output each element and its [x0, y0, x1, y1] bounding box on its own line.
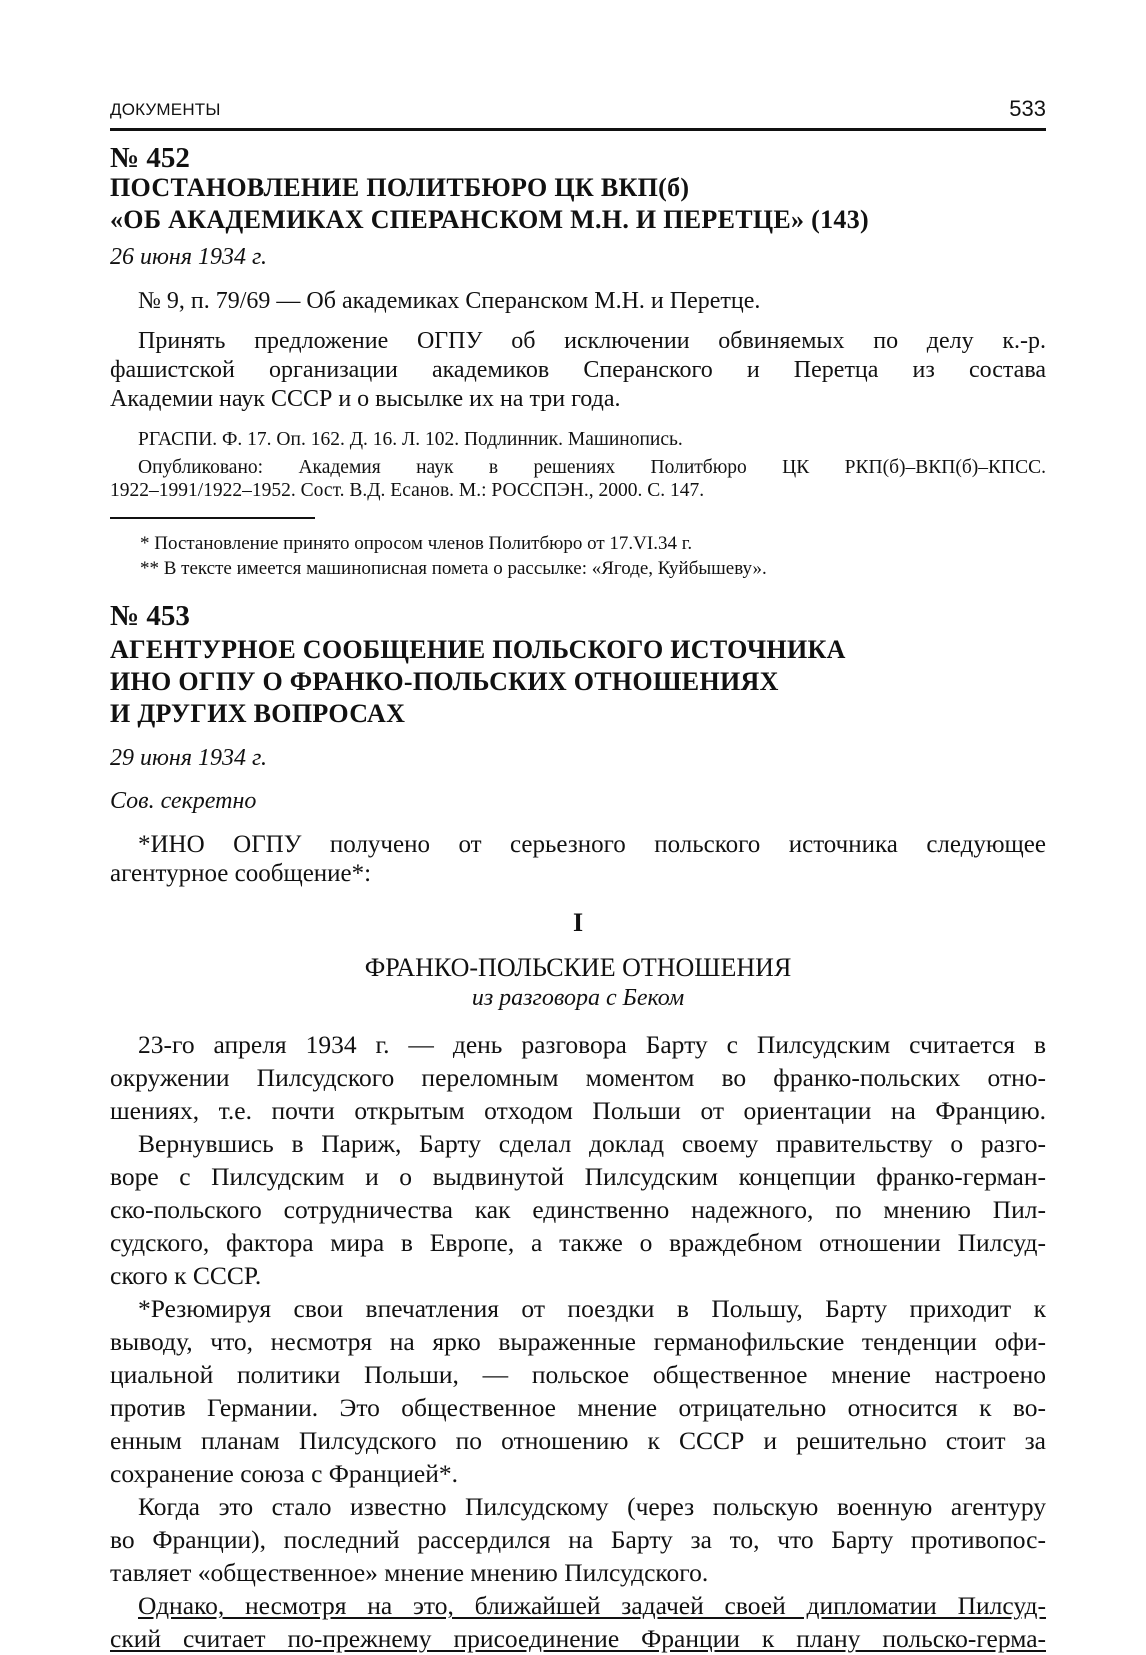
doc-452-title	[110, 172, 1046, 236]
text-line: против Германии. Это общественное мнение отрицательно относится к во-	[110, 1393, 1046, 1422]
doc-452-item: № 9, п. 79/69 — Об академиках Сперанском М.Н. и Перетце.	[138, 288, 761, 314]
text-line: циальной политики Польши, — польское общественное мнение настроено	[110, 1360, 1046, 1389]
page-number: 533	[1009, 96, 1046, 121]
classification-mark: Сов. секретно	[110, 788, 257, 814]
title-line: И ДРУГИХ ВОПРОСАХ	[110, 699, 406, 728]
text-line: Принять предложение ОГПУ об исключении обвиняемых по делу к.-р.	[138, 328, 1046, 354]
text-line: шениях, т.е. почти открытым отходом Польши от ориентации на Францию.	[110, 1096, 1046, 1125]
text-line: судского, фактора мира в Европе, а также о враждебном отношении Пилсуд-	[110, 1228, 1046, 1257]
doc-452-footnotes	[110, 531, 1076, 581]
text-line: ский считает по-прежнему присоединение Франции к плану польско-герма-	[110, 1624, 1046, 1653]
doc-453-date: 29 июня 1934 г.	[110, 745, 268, 771]
doc-452-source: РГАСПИ. Ф. 17. Оп. 162. Д. 16. Л. 102. Подлинник. Машинопись.	[138, 429, 683, 450]
running-header	[110, 96, 1046, 126]
header-rule	[110, 128, 1046, 131]
doc-452-published	[110, 456, 1046, 502]
text-line: Опубликовано: Академия наук в решениях Политбюро ЦК РКП(б)–ВКП(б)–КПСС.	[138, 457, 1046, 478]
underlined-paragraph	[110, 1589, 1046, 1655]
doc-453-intro	[110, 830, 1046, 888]
section-title: ДОКУМЕНТЫ	[110, 100, 221, 119]
text-line: *Резюмируя свои впечатления от поездки в Польшу, Барту приходит к	[138, 1294, 1046, 1323]
text-line: 23-го апреля 1934 г. — день разговора Барту с Пилсудским считается в	[138, 1030, 1046, 1059]
text-line: ско-польского сотрудничества как единственно надежного, по мнению Пил-	[110, 1195, 1046, 1224]
doc-452-number: № 452	[110, 142, 190, 174]
doc-453-title	[110, 634, 1046, 730]
doc-453-number: № 453	[110, 600, 190, 632]
text-line: Когда это стало известно Пилсудскому (через польскую военную агентуру	[138, 1492, 1046, 1521]
text-line: окружении Пилсудского переломным моментом во франко-польских отно-	[110, 1063, 1046, 1092]
title-line: «ОБ АКАДЕМИКАХ СПЕРАНСКОМ М.Н. И ПЕРЕТЦЕ» (143)	[110, 205, 869, 234]
paragraph	[110, 1127, 1046, 1292]
title-line: АГЕНТУРНОЕ СООБЩЕНИЕ ПОЛЬСКОГО ИСТОЧНИКА	[110, 635, 846, 664]
title-line: ПОСТАНОВЛЕНИЕ ПОЛИТБЮРО ЦК ВКП(б)	[110, 173, 690, 202]
footnote: ** В тексте имеется машинописная помета о рассылке: «Ягоде, Куйбышеву».	[140, 558, 767, 579]
text-line: фашистской организации академиков Сперанского и Перетца из состава	[110, 357, 1046, 383]
text-line: 1922–1991/1922–1952. Сост. В.Д. Есанов. М.: РОССПЭН., 2000. С. 147.	[110, 480, 705, 501]
text-line: тавляет «общественное» мнение мнению Пилсудского.	[110, 1558, 709, 1587]
section-numeral: I	[572, 908, 584, 937]
text-line: агентурное сообщение*:	[110, 860, 372, 887]
text-line: сохранение союза с Францией*.	[110, 1459, 459, 1488]
text-line: *ИНО ОГПУ получено от серьезного польского источника следующее	[138, 831, 1046, 858]
text-line: Вернувшись в Париж, Барту сделал доклад своему правительству о разго-	[138, 1129, 1046, 1158]
title-line: ИНО ОГПУ О ФРАНКО-ПОЛЬСКИХ ОТНОШЕНИЯХ	[110, 667, 779, 696]
text-line: выводу, что, несмотря на ярко выраженные германофильские тенденции офи-	[110, 1327, 1046, 1356]
footnote: * Постановление принято опросом членов Политбюро от 17.VI.34 г.	[140, 533, 693, 554]
doc-452-date: 26 июня 1934 г.	[110, 244, 268, 270]
text-line: енным планам Пилсудского по отношению к СССР и решительно стоит за	[110, 1426, 1046, 1455]
section-subtitle: из разговора с Беком	[471, 985, 685, 1011]
text-line: Однако, несмотря на это, ближайшей задачей своей дипломатии Пилсуд-	[138, 1591, 1046, 1620]
paragraph	[110, 1292, 1046, 1490]
footnote-rule	[110, 517, 315, 519]
paragraph	[110, 1028, 1046, 1127]
text-line: во Франции), последний рассердился на Барту за то, что Барту противопос-	[110, 1525, 1046, 1554]
text-line: воре с Пилсудским и о выдвинутой Пилсудским концепции франко-герман-	[110, 1162, 1046, 1191]
text-line: ского к СССР.	[110, 1261, 262, 1290]
doc-453-body	[110, 1028, 1046, 1655]
text-line: Академии наук СССР и о высылке их на три года.	[110, 386, 621, 412]
doc-452-text	[110, 327, 1046, 414]
section-heading: ФРАНКО-ПОЛЬСКИЕ ОТНОШЕНИЯ	[364, 953, 792, 982]
paragraph	[110, 1490, 1046, 1589]
